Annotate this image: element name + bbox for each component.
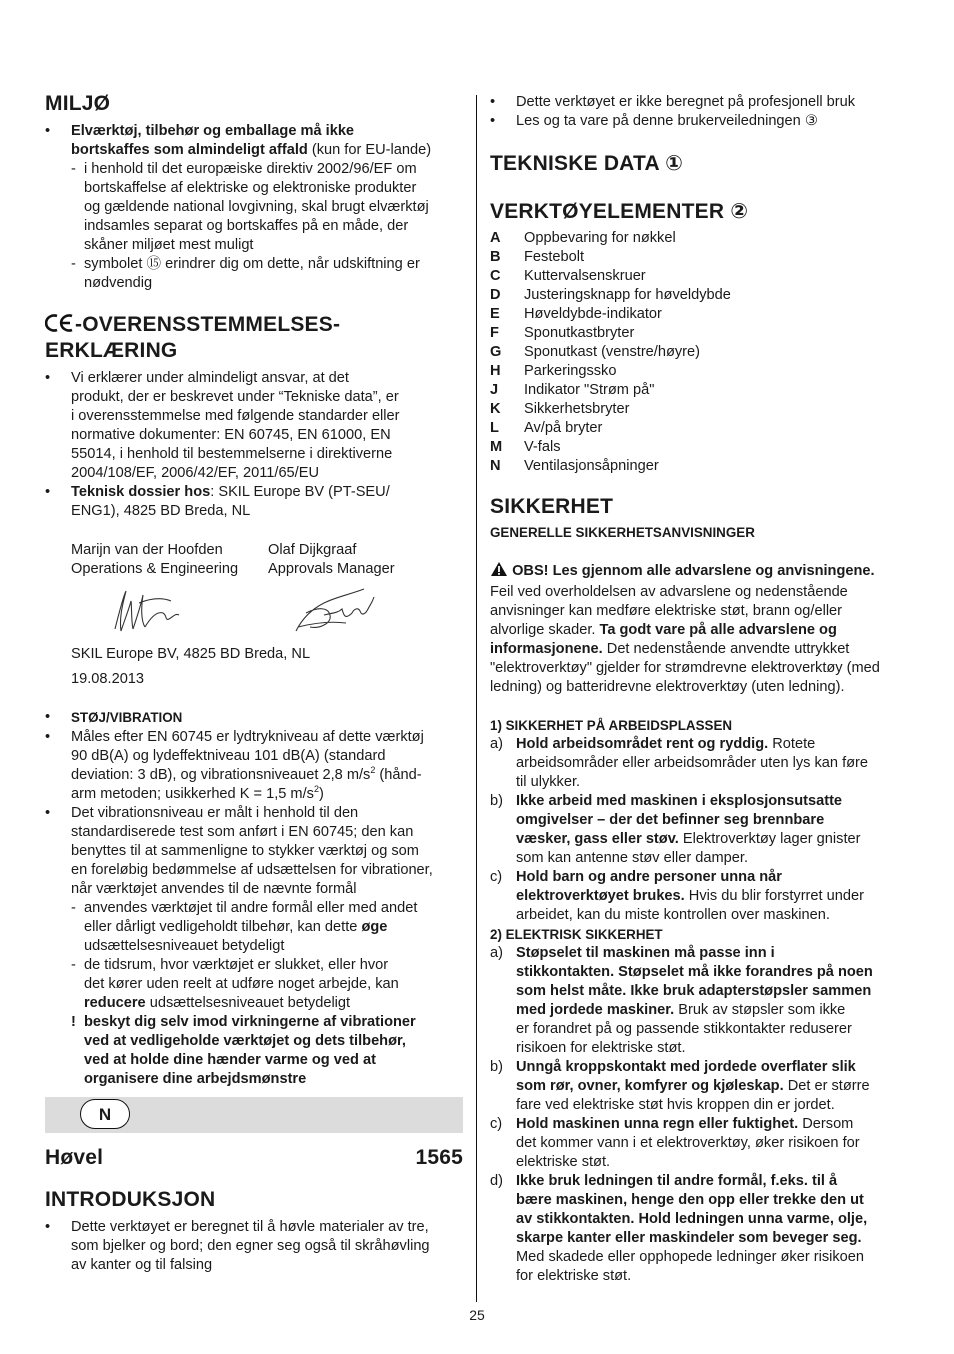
item-label: d)	[490, 1173, 503, 1189]
element-key: J	[490, 382, 499, 398]
stoj-heading-text: STØJ/VIBRATION	[71, 710, 183, 725]
intro-list	[45, 1218, 463, 1275]
text-bold: med jordede maskiner.	[516, 1002, 675, 1018]
text-line: og gældende national lovgivning, skal brugt elværktøj	[84, 199, 429, 215]
text-bold: omgivelser – der det befinner seg brennbare	[516, 812, 825, 828]
text-line: de tidsrum, hvor værktøjet er slukket, eller hvor	[84, 957, 389, 973]
text-line: 2004/108/EF, 2006/42/EF, 2011/65/EU	[71, 465, 320, 481]
text-line: arm metoden; usikkerhed K = 1,5 m/s	[71, 786, 314, 802]
text-line: organisere dine arbejdsmønstre	[84, 1071, 307, 1087]
signature-company: SKIL Europe BV, 4825 BD Breda, NL	[71, 646, 311, 662]
text-line: )	[318, 786, 324, 802]
signatory-1-name: Marijn van der Hoofden	[71, 542, 223, 558]
stoj-bullet-2	[45, 728, 465, 804]
text-line: anvendes værktøjet til andre formål eller med andet	[84, 900, 418, 916]
obs-line	[490, 563, 875, 579]
text-line: indsamles separat og bortskaffes på en måde, der	[84, 218, 409, 234]
miljo-dash-2	[45, 255, 465, 293]
product-title-row	[45, 1146, 463, 1170]
element-key: L	[490, 420, 499, 436]
text-line: det kører uden reelt at udføre noget arbejde, kan	[84, 976, 399, 992]
text-bold: bære maskinen, henge den opp eller trekke den ut	[516, 1192, 864, 1208]
signatory-1	[71, 541, 268, 579]
element-value: Parkeringssko	[524, 363, 617, 379]
warning-triangle-icon	[490, 561, 508, 583]
text-line: symbolet ⑮ erindrer dig om dette, når udskiftning er	[84, 256, 420, 272]
element-row	[490, 248, 910, 267]
text-line: ved at vedligeholde værktøjet og dets tilbehør,	[84, 1033, 406, 1049]
text-line: Det nedenstående anvendte uttrykket	[602, 641, 850, 657]
text-bold: væsker, gass eller støv.	[516, 831, 679, 847]
text-line: Med skadede eller opphopede ledninger øker risikoen	[516, 1249, 865, 1265]
element-value: V-fals	[524, 439, 561, 455]
text-line: når værktøjet anvendes til de nævnte formål	[71, 881, 357, 897]
text-line: ENG1), 4825 BD Breda, NL	[71, 503, 251, 519]
miljo-heading: MILJØ	[45, 92, 111, 115]
text-line: : SKIL Europe BV (PT-SEU/	[210, 484, 390, 500]
element-row	[490, 381, 910, 400]
left-column	[45, 92, 465, 1089]
intro-heading: INTRODUKSJON	[45, 1188, 216, 1211]
element-row	[490, 267, 910, 286]
text-bold: som rør, ovner, komfyrer og kjøleskap.	[516, 1078, 784, 1094]
element-key: H	[490, 363, 501, 379]
element-key: B	[490, 249, 501, 265]
text-line: eller dårligt vedligeholdt tilbehør, kan dette	[84, 919, 362, 935]
signature-names	[71, 541, 465, 579]
text-line: Feil ved overholdelsen av advarslene og nedenstående	[490, 584, 848, 600]
signature-date: 19.08.2013	[71, 671, 145, 687]
intro-bullet-2: • Dette verktøyet er ikke beregnet på profesjonell bruk	[490, 93, 910, 112]
section-2-item-c	[490, 1115, 910, 1172]
verktoyelementer-heading: VERKTØYELEMENTER ②	[490, 200, 749, 223]
text-line: elektriske støt.	[516, 1154, 611, 1170]
element-key: C	[490, 268, 501, 284]
text-bold: stikkontakten. Støpselet må ikke forandres på noen	[516, 964, 873, 980]
text-bold: Ikke arbeid med maskinen i eksplosjonsutsatte	[516, 793, 843, 809]
element-value: Sponutkast (venstre/høyre)	[524, 344, 701, 360]
text-line: arbeidsområder eller arbeidsområder uten lys kan føre	[516, 755, 869, 771]
element-value: Justeringsknapp for høveldybde	[524, 287, 731, 303]
element-value: Indikator "Strøm på"	[524, 382, 655, 398]
superscript: 2	[370, 765, 376, 776]
text-line: Det er større	[783, 1078, 870, 1094]
text-line: som bjelker og bord; den egner seg også til skråhøvling	[71, 1238, 430, 1254]
stoj-dash-1	[45, 899, 465, 956]
text-line: skåner miljøet mest muligt	[84, 237, 254, 253]
stoj-warning	[45, 1013, 465, 1089]
section-2-item-b	[490, 1058, 910, 1115]
text-bold: Ta godt vare på alle advarslene og	[599, 622, 837, 638]
text-line: deviation: 3 dB), og vibrationsniveauet 2,8 m/s	[71, 767, 371, 783]
overens-heading-line2: ERKLÆRING	[45, 339, 178, 362]
element-key: M	[490, 439, 503, 455]
element-row	[490, 229, 910, 248]
text-line: som kan antenne støv eller damper.	[516, 850, 748, 866]
overens-list	[45, 369, 465, 521]
text-bold: Hold barn og andre personer unna når	[516, 869, 782, 885]
element-value: Ventilasjonsåpninger	[524, 458, 659, 474]
element-row	[490, 400, 910, 419]
product-title	[45, 1146, 463, 1275]
obs-text: OBS! Les gjennom alle advarslene og anvisningene.	[512, 563, 875, 579]
text-line: standardiserede test som anført i EN 60745; den kan	[71, 824, 414, 840]
product-number: 1565	[415, 1146, 463, 1169]
text-line: beskyt dig selv imod virkningerne af vibrationer	[84, 1014, 416, 1030]
miljo-bullet-line2-rest: (kun for EU-lande)	[307, 142, 432, 158]
ce-mark-icon	[45, 313, 75, 339]
section-1-item-a	[490, 735, 910, 792]
stoj-bullet-3	[45, 804, 465, 899]
right-column	[490, 93, 910, 1286]
signatory-2-title: Approvals Manager	[268, 561, 395, 577]
text-line: udsættelsesniveauet betydeligt	[145, 995, 351, 1011]
text-line: bortskaffelse af elektriske og elektroniske produkter	[84, 180, 417, 196]
text-line: ledning) og batteridrevne elektroverktøy (uten ledning).	[490, 679, 845, 695]
element-row	[490, 362, 910, 381]
text-line: alvorlige skader.	[490, 622, 600, 638]
miljo-dash-1	[45, 160, 465, 255]
text-line: Elektroverktøy lager gnister	[678, 831, 861, 847]
text-bold: Unngå kroppskontakt med jordede overflater slik	[516, 1059, 856, 1075]
text-line: det kommer vann i et elektroverktøy, øker risikoen for	[516, 1135, 860, 1151]
text-bold: reducere	[84, 995, 146, 1011]
signatory-1-title: Operations & Engineering	[71, 561, 239, 577]
text-bold: Teknisk dossier hos	[71, 484, 211, 500]
text-line: Dette verktøyet er beregnet til å høvle materialer av tre,	[71, 1219, 429, 1235]
signatory-2	[268, 541, 465, 579]
intro-bullet-3: • Les og ta vare på denne brukerveiledningen ③	[490, 112, 910, 131]
stoj-list	[45, 708, 465, 899]
element-key: E	[490, 306, 500, 322]
text-bold: Hold arbeidsområdet rent og ryddig.	[516, 736, 769, 752]
text-bold: skarpe kanter eller maskindeler som beveger seg.	[516, 1230, 862, 1246]
text-line: anvisninger kan medføre elektriske støt, brann og/eller	[490, 603, 843, 619]
element-value: Høveldybde-indikator	[524, 306, 662, 322]
element-value: Festebolt	[524, 249, 585, 265]
tekniske-data-heading: TEKNISKE DATA ①	[490, 152, 684, 175]
text-line: Rotete	[768, 736, 816, 752]
intro-continued-list	[490, 93, 910, 131]
text-bold: som helst måte. Ikke bruk adapterstøpsler sammen	[516, 983, 872, 999]
element-key: F	[490, 325, 499, 341]
element-key: K	[490, 401, 501, 417]
text-bold: Ikke bruk ledningen til andre formål, f.eks. til å	[516, 1173, 838, 1189]
text-line: Vi erklærer under almindeligt ansvar, at det	[71, 370, 349, 386]
miljo-list	[45, 122, 465, 160]
signature-block	[45, 541, 465, 689]
text-line: av kanter og til falsing	[71, 1257, 213, 1273]
section-1-heading: 1) SIKKERHET PÅ ARBEIDSPLASSEN	[490, 718, 733, 733]
element-row	[490, 305, 910, 324]
miljo-bullet	[45, 122, 465, 160]
text-bold: øge	[361, 919, 388, 935]
item-label: b)	[490, 1059, 503, 1075]
signatory-2-name: Olaf Dijkgraaf	[268, 542, 357, 558]
text-bold: elektroverktøyet brukes.	[516, 888, 685, 904]
element-row	[490, 324, 910, 343]
text-line: er forandret på og passende stikkontakter reduserer	[516, 1021, 852, 1037]
element-key: N	[490, 458, 501, 474]
text-line: til ulykker.	[516, 774, 581, 790]
text-line: for elektriske støt.	[516, 1268, 632, 1284]
item-label: c)	[490, 869, 503, 885]
overens-heading-line1: -OVERENSSTEMMELSES-	[75, 313, 341, 336]
item-label: a)	[490, 736, 503, 752]
text-line: en foreløbig bedømmelse af udsættelsen for vibrationer,	[71, 862, 433, 878]
miljo-bullet-line1: Elværktøj, tilbehør og emballage må ikke	[71, 123, 355, 139]
text-line: "elektroverktøy" gjelder for strømdrevne elektroverktøy (med	[490, 660, 880, 676]
section-1-item-c	[490, 868, 910, 925]
text-line: arbeidet, kan du miste kontrollen over maskinen.	[516, 907, 830, 923]
text-line: 90 dB(A) og lydeffektniveau 101 dB(A) (standard	[71, 748, 386, 764]
text-line: i henhold til det europæiske direktiv 2002/96/EF om	[84, 161, 417, 177]
stoj-dash-2	[45, 956, 465, 1013]
text-bold: informasjonene.	[490, 641, 603, 657]
text-line: ved at holde dine hænder varme og ved at	[84, 1052, 376, 1068]
superscript: 2	[313, 784, 319, 795]
sikkerhet-heading: SIKKERHET	[490, 495, 614, 518]
text-line: risikoen for elektriske støt.	[516, 1040, 686, 1056]
section-2-heading: 2) ELEKTRISK SIKKERHET	[490, 927, 663, 942]
text-line: benyttes til at sammenligne to stykker værktøj og som	[71, 843, 419, 859]
text-line: i overensstemmelse med følgende standarder eller	[71, 408, 400, 424]
text-line: Det vibrationsniveau er målt i henhold til den	[71, 805, 359, 821]
text-bold: Hold maskinen unna regn eller fuktighet.	[516, 1116, 799, 1132]
text-line: Hvis du blir forstyrret under	[684, 888, 864, 904]
signature-1-image	[71, 583, 268, 639]
text-line: fare ved elektriske støt hvis kroppen din er jordet.	[516, 1097, 835, 1113]
element-key: G	[490, 344, 502, 360]
overens-bullet-1	[45, 369, 465, 483]
element-row	[490, 457, 910, 476]
text-line: 55014, i henhold til bestemmelserne i direktiverne	[71, 446, 393, 462]
stoj-heading	[45, 708, 465, 728]
text-line: (hånd-	[375, 767, 422, 783]
section-2-item-d	[490, 1172, 910, 1286]
element-row	[490, 419, 910, 438]
text-line: Måles efter EN 60745 er lydtrykniveau af dette værktøj	[71, 729, 424, 745]
text-bold: av stikkontakten. Hold ledningen unna varme, olje,	[516, 1211, 868, 1227]
item-label: c)	[490, 1116, 503, 1132]
element-value: Kuttervalsenskruer	[524, 268, 646, 284]
text-line: normative dokumenter: EN 60745, EN 61000, EN	[71, 427, 391, 443]
text-line: Bruk av støpsler som ikke	[674, 1002, 846, 1018]
item-label: b)	[490, 793, 503, 809]
page-number: 25	[469, 1307, 485, 1323]
element-value: Sikkerhetsbryter	[524, 401, 630, 417]
text-line: udsættelsesniveauet betydeligt	[84, 938, 285, 954]
product-name: Høvel	[45, 1146, 104, 1169]
sikkerhet-subheading: GENERELLE SIKKERHETSANVISNINGER	[490, 525, 755, 540]
intro-bullet-1	[45, 1218, 463, 1275]
element-row	[490, 286, 910, 305]
element-value: Av/på bryter	[524, 420, 603, 436]
column-divider	[476, 95, 477, 1302]
language-badge: N	[80, 1099, 130, 1129]
overens-heading	[45, 313, 465, 363]
sikkerhet-intro	[490, 561, 910, 697]
section-2-item-a	[490, 944, 910, 1058]
signature-2-image	[268, 583, 465, 639]
element-value: Oppbevaring for nøkkel	[524, 230, 676, 246]
element-key: D	[490, 287, 501, 303]
miljo-bullet-line2: bortskaffes som almindeligt affald	[71, 142, 308, 158]
elements-list	[490, 229, 910, 476]
item-label: a)	[490, 945, 503, 961]
text-line: produkt, der er beskrevet under “Tekniske data”, er	[71, 389, 399, 405]
element-key: A	[490, 230, 501, 246]
language-bar	[45, 1097, 463, 1133]
text-line: nødvendig	[84, 275, 153, 291]
element-row	[490, 438, 910, 457]
text-bold: Støpselet til maskinen må passe inn i	[516, 945, 775, 961]
text-line: Dersom	[798, 1116, 854, 1132]
element-row	[490, 343, 910, 362]
section-1-item-b	[490, 792, 910, 868]
overens-bullet-2	[45, 483, 465, 521]
element-value: Sponutkastbryter	[524, 325, 635, 341]
signature-images	[71, 583, 465, 639]
